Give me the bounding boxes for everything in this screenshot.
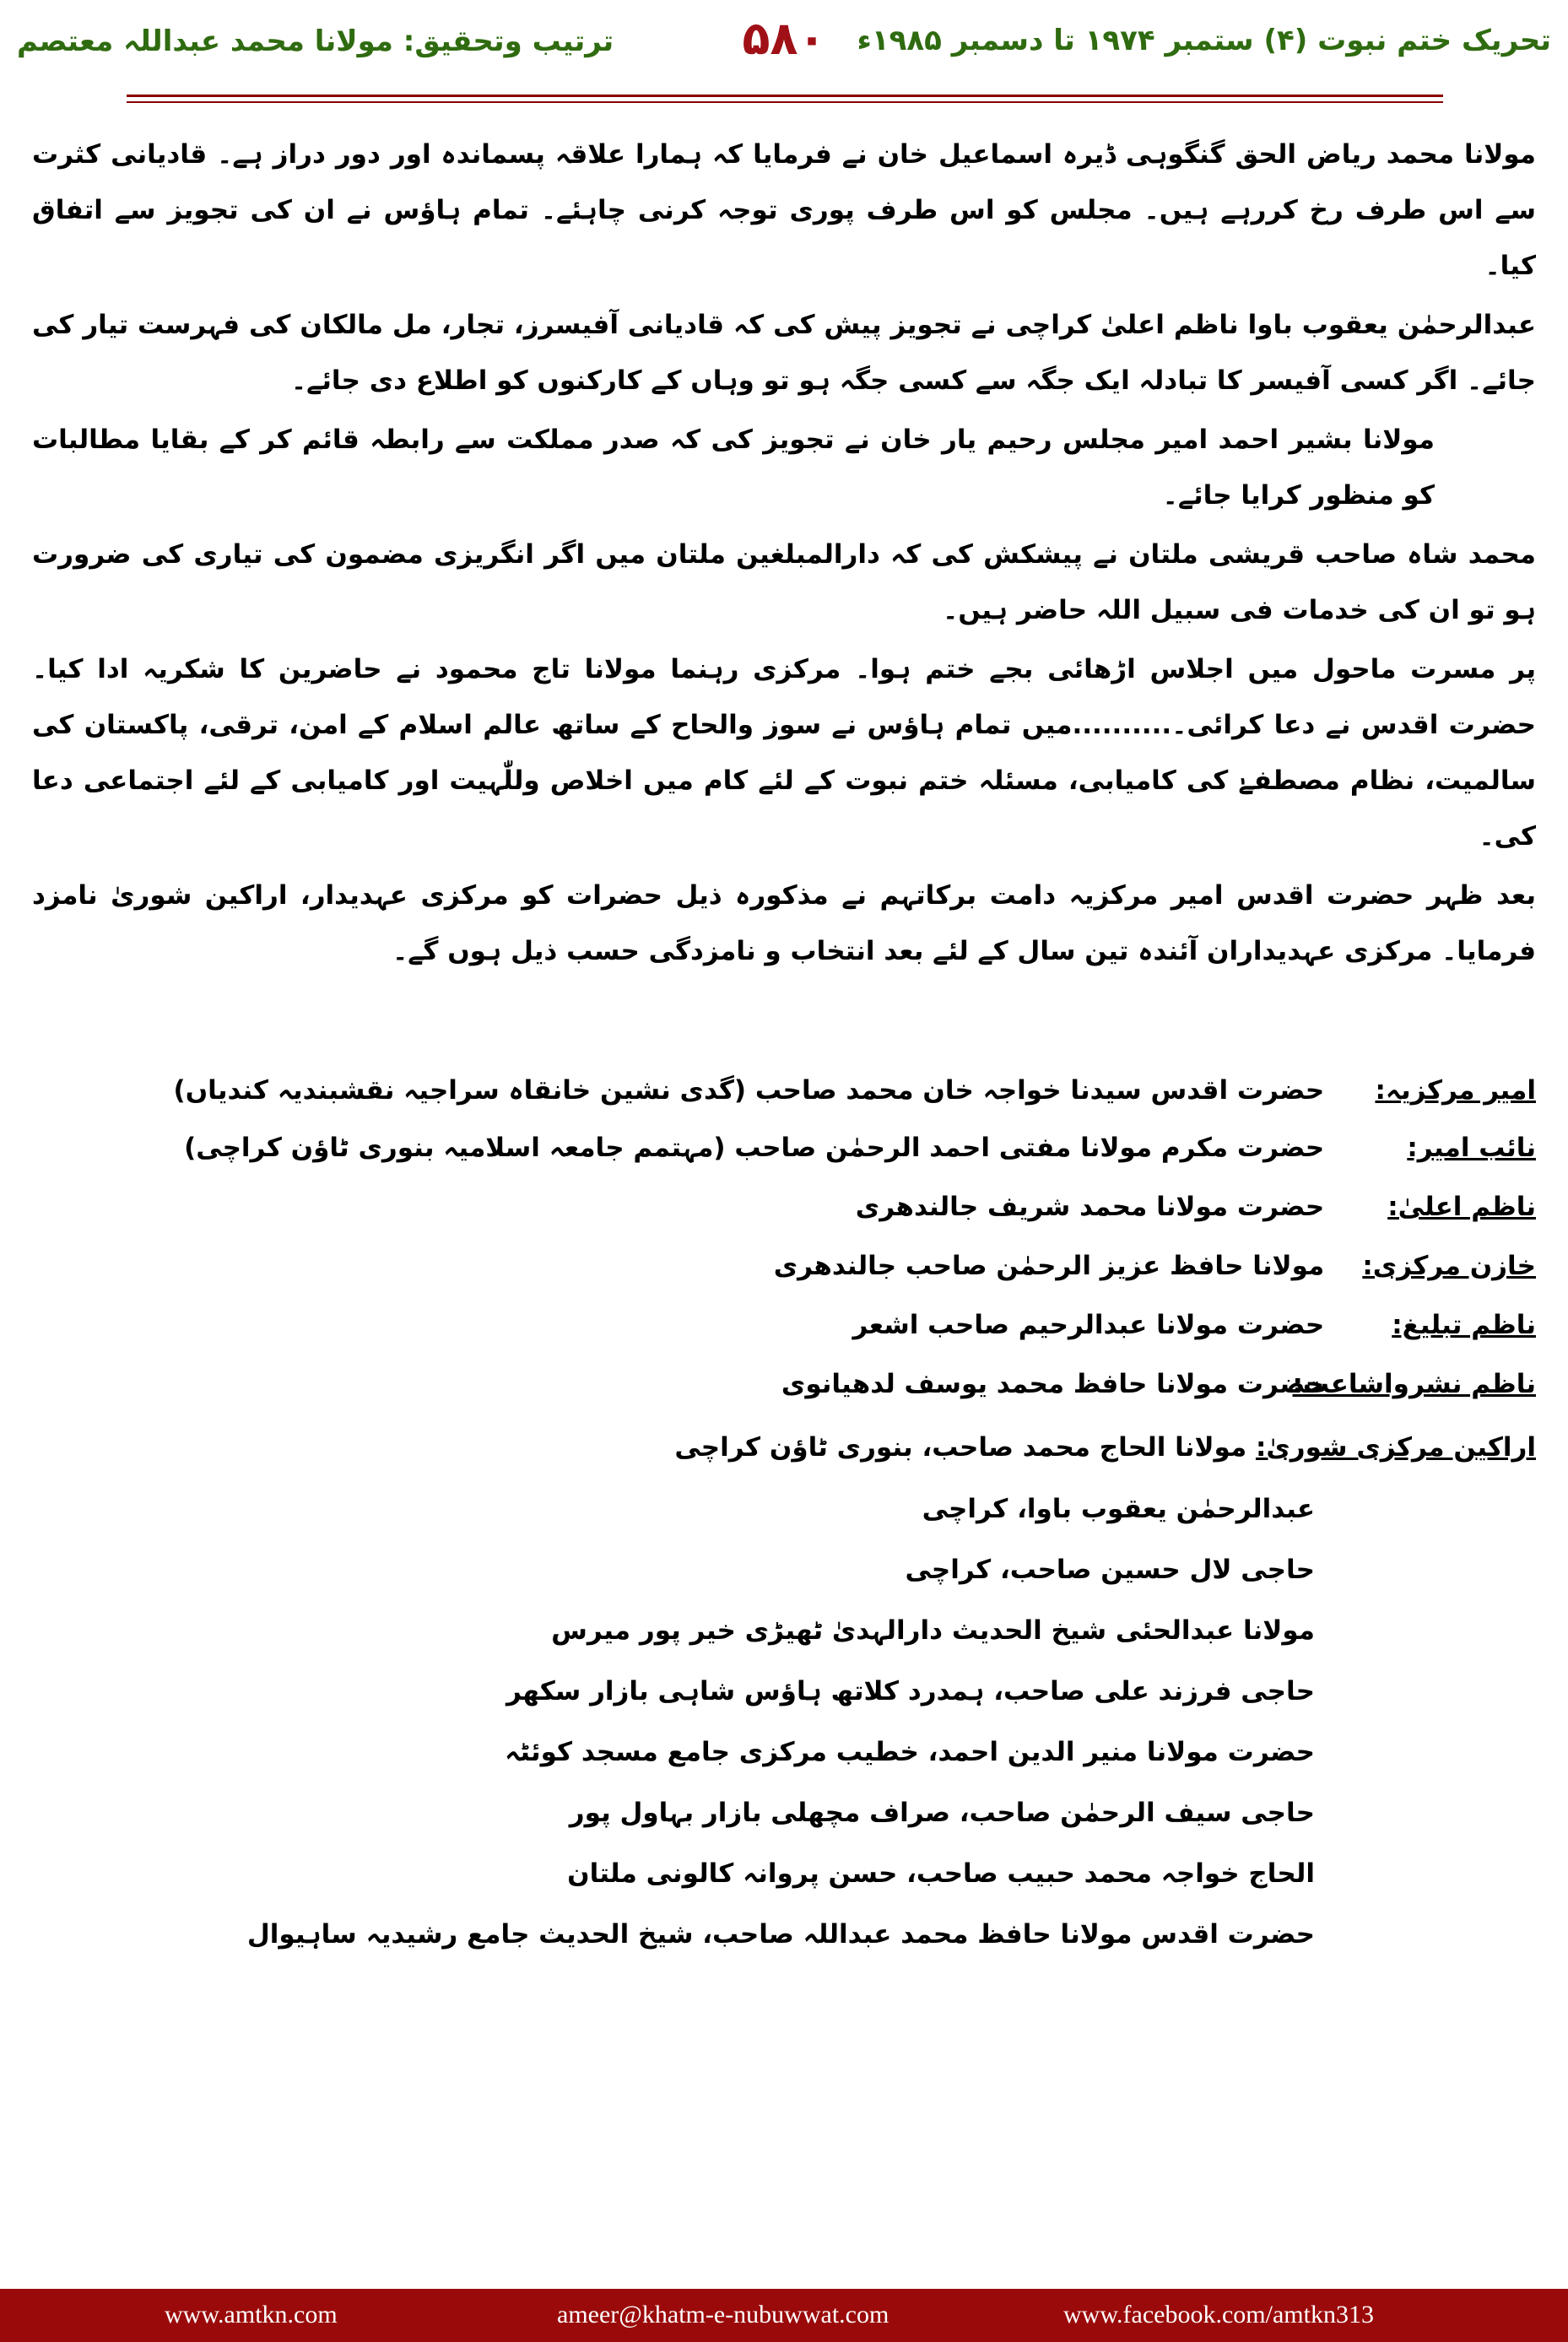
officer-title: خازن مرکزی:	[1362, 1251, 1536, 1281]
paragraph: مولانا محمد ریاض الحق گنگوہی ڈیرہ اسماعیل خان نے فرمایا کہ ہمارا علاقہ پسماندہ اور دور دراز ہے۔ قادیانی کثرت سے اس طرف رخ کررہے ہیں۔ مجلس کو اس طرف پوری توجہ کرنی چاہئے۔ تمام ہاؤس نے ان کی تجویز سے اتفاق کیا۔	[32, 139, 1536, 281]
paragraph: مولانا بشیر احمد امیر مجلس رحیم یار خان نے تجویز کی کہ صدر مملکت سے رابطہ قائم کر کے بقایا مطالبات کو منظور کرایا جائے۔	[32, 425, 1435, 511]
shura-label: اراکین مرکزی شوریٰ:	[1255, 1432, 1536, 1463]
officer-row	[856, 1182, 1536, 1232]
email-link[interactable]: ameer@khatm-e-nubuwwat.com	[557, 2301, 889, 2328]
page-number: ۵۸۰	[742, 12, 826, 65]
officer-row	[852, 1300, 1536, 1350]
page-body	[32, 127, 1536, 982]
officer-title: ناظم تبلیغ:	[1392, 1310, 1536, 1340]
shura-member: الحاج خواجہ محمد حبیب صاحب، حسن پروانہ کالونی ملتان	[567, 1858, 1315, 1889]
compiler-credit: ترتیب وتحقیق: مولانا محمد عبداللہ معتصم	[17, 24, 614, 58]
officer-name: حضرت مولانا حافظ محمد یوسف لدھیانوی	[781, 1369, 1325, 1399]
book-title: تحریک ختم نبوت (۴) ستمبر ۱۹۷۴ تا دسمبر ۱۹۸۵ء	[857, 24, 1551, 57]
officer-row	[781, 1359, 1536, 1409]
officer-name: حضرت مولانا محمد شریف جالندھری	[855, 1192, 1325, 1222]
shura-member: مولانا عبدالحئی شیخ الحدیث دارالہدیٰ ٹھیڑی خیر پور میرس	[551, 1615, 1315, 1646]
officer-title: امیر مرکزیہ:	[1375, 1075, 1536, 1106]
officer-title: ناظم اعلیٰ:	[1387, 1192, 1536, 1222]
officer-row	[774, 1241, 1536, 1291]
shura-member: عبدالرحمٰن یعقوب باوا، کراچی	[922, 1494, 1315, 1524]
header-divider-thin	[127, 101, 1443, 103]
officer-name: حضرت مکرم مولانا مفتی احمد الرحمٰن صاحب (مہتمم جامعہ اسلامیہ بنوری ٹاؤن کراچی)	[184, 1133, 1325, 1163]
shura-member: حاجی سیف الرحمٰن صاحب، صراف مچھلی بازار بہاول پور	[569, 1798, 1315, 1828]
officer-row	[174, 1065, 1536, 1116]
paragraph: عبدالرحمٰن یعقوب باوا ناظم اعلیٰ کراچی نے تجویز پیش کی کہ قادیانی آفیسرز، تجار، مل مالکان کی فہرست تیار کی جائے۔ اگر کسی آفیسر کا تبادلہ ایک جگہ سے کسی جگہ ہو تو وہاں کے کارکنوں کو اطلاع دی جائے۔	[32, 310, 1536, 396]
shura-member: حاجی لال حسین صاحب، کراچی	[905, 1555, 1315, 1585]
page-header	[0, 0, 1568, 101]
header-divider	[127, 95, 1443, 97]
shura-member: مولانا الحاج محمد صاحب، بنوری ٹاؤن کراچی	[674, 1432, 1247, 1463]
paragraph: محمد شاہ صاحب قریشی ملتان نے پیشکش کی کہ دارالمبلغین ملتان میں اگر انگریزی مضمون کی تیاری کی ضرورت ہو تو ان کی خدمات فی سبیل اللہ حاضر ہیں۔	[32, 539, 1536, 625]
officer-name: حضرت مولانا عبدالرحیم صاحب اشعر	[852, 1310, 1325, 1340]
officer-row	[184, 1122, 1536, 1173]
officer-title: نائب امیر:	[1407, 1133, 1536, 1163]
paragraph: بعد ظہر حضرت اقدس امیر مرکزیہ دامت برکاتہم نے مذکورہ ذیل حضرات کو مرکزی عہدیدار، اراکین شوریٰ نامزد فرمایا۔ مرکزی عہدیداران آئندہ تین سال کے لئے بعد انتخاب و نامزدگی حسب ذیل ہوں گے۔	[32, 880, 1536, 966]
officer-name: مولانا حافظ عزیز الرحمٰن صاحب جالندھری	[773, 1251, 1325, 1281]
officer-name: حضرت اقدس سیدنا خواجہ خان محمد صاحب (گدی نشین خانقاہ سراجیہ نقشبندیہ کندیاں)	[173, 1075, 1325, 1106]
shura-member: حضرت اقدس مولانا حافظ محمد عبداللہ صاحب، شیخ الحدیث جامع رشیدیہ ساہیوال	[246, 1919, 1315, 1950]
paragraph: پر مسرت ماحول میں اجلاس اڑھائی بجے ختم ہوا۔ مرکزی رہنما مولانا تاج محمود نے حاضرین کا شکریہ ادا کیا۔ حضرت اقدس نے دعا کرائی۔..........میں تمام ہاؤس نے سوز والحاح کے ساتھ عالم اسلام کے امن، ترقی، پاکستان کی سالمیت، نظام مصطفےٰ کی کامیابی، مسئلہ ختم نبوت کے لئے کام میں اخلاص وللّٰہیت اور کامیابی کے لئے اجتماعی دعا کی۔	[32, 654, 1536, 852]
officer-title: ناظم نشرواشاعت:	[1292, 1369, 1536, 1399]
website-link[interactable]: www.amtkn.com	[165, 2301, 338, 2328]
facebook-link[interactable]: www.facebook.com/amtkn313	[1063, 2301, 1374, 2328]
shura-first-row	[674, 1422, 1536, 1473]
shura-member: حاجی فرزند علی صاحب، ہمدرد کلاتھ ہاؤس شاہی بازار سکھر	[506, 1676, 1315, 1706]
shura-member: حضرت مولانا منیر الدین احمد، خطیب مرکزی جامع مسجد کوئٹہ	[505, 1737, 1315, 1767]
page-footer	[0, 2289, 1568, 2342]
